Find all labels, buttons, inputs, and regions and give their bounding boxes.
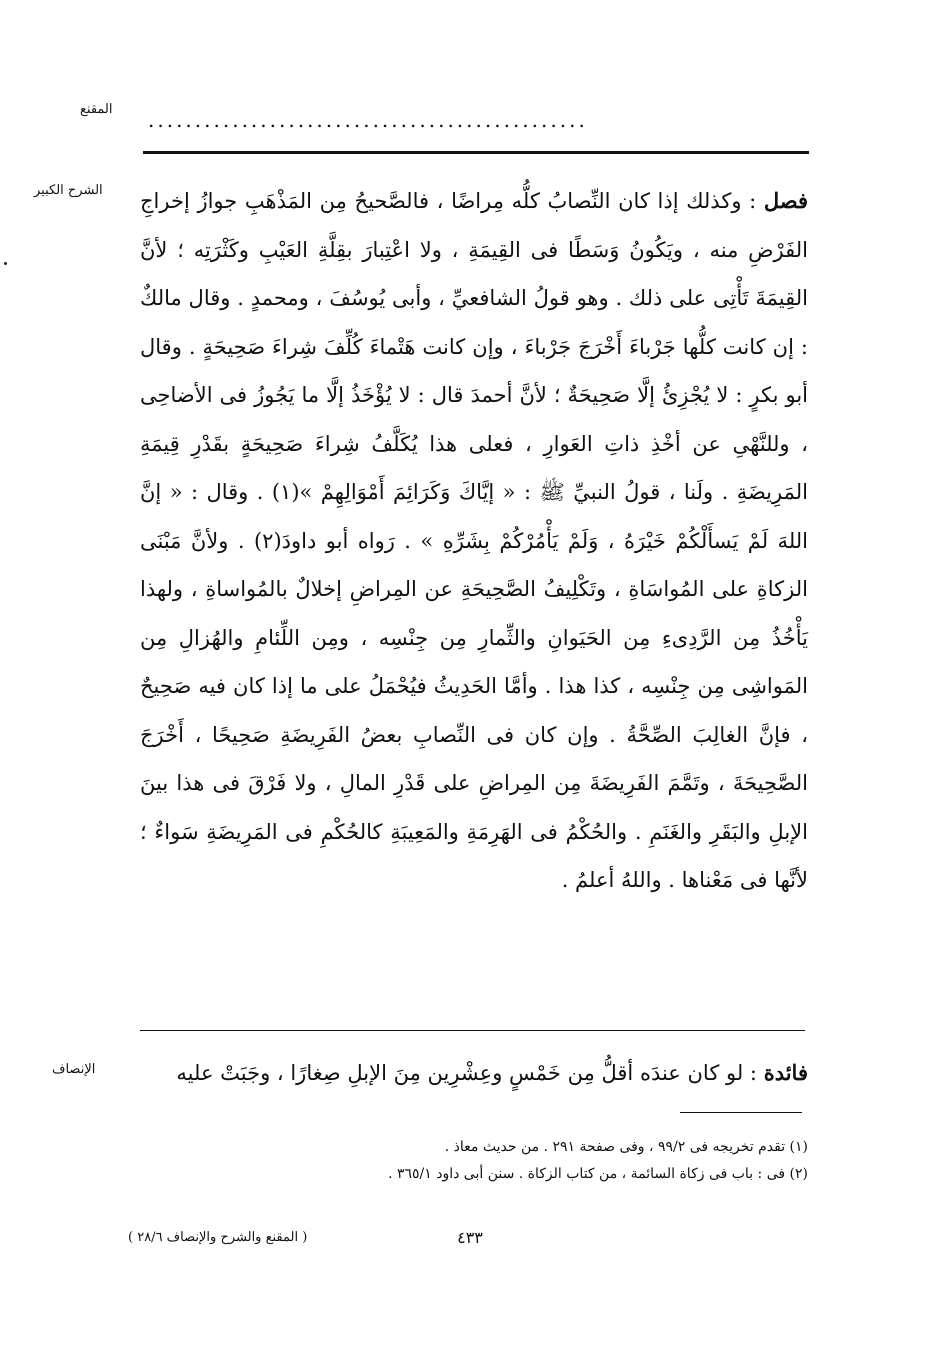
running-header-title: المقنع xyxy=(80,102,113,117)
scan-edge-mark xyxy=(4,262,7,265)
book-reference: ( المقنع والشرح والإنصاف ٢٨/٦ ) xyxy=(128,1230,308,1245)
header-dotted-rule: ............................................... xyxy=(148,110,588,130)
footnote-1: (١) تقدم تخريجه فى ٩٩/٢ ، وفى صفحة ٢٩١ . من حديث معاذ . xyxy=(444,1139,808,1155)
side-label-insaf: الإنصاف xyxy=(52,1062,96,1077)
section-divider xyxy=(140,1030,805,1031)
side-label-sharh: الشرح الكبير xyxy=(34,183,103,198)
main-paragraph xyxy=(140,177,808,905)
header-rule xyxy=(143,151,809,154)
footnote-divider xyxy=(680,1112,802,1113)
main-commentary xyxy=(140,177,808,905)
page-number: ٤٣٣ xyxy=(457,1228,483,1247)
insaf-text xyxy=(140,1055,808,1091)
footnote-2: (٢) فى : باب فى زكاة السائمة ، من كتاب الزكاة . سنن أبى داود ٣٦٥/١ . xyxy=(388,1166,808,1182)
insaf-lead: فائدة xyxy=(763,1060,808,1085)
insaf-body: : لو كان عندَه أقلُّ مِن خَمْسٍ وعِشْرِين مِنَ الإبلِ صِغارًا ، وجَبَتْ عليه xyxy=(176,1061,757,1085)
section-lead: فصل xyxy=(763,188,808,213)
section-body: : وكذلك إذا كان النِّصابُ كلُّه مِراضًا ، فالصَّحيحُ مِن المَذْهَبِ جوازُ إخراجِ الفَرْضِ منه ، ويَكُونُ وَسَطًا فى القِيمَةِ ، ولا اعْتِبارَ بقِلَّةِ العَيْبِ وكَثْرَتِه ؛ لأنَّ القِيمَةَ تَأْتِى على ذلك . وهو قولُ الشافعيِّ ، وأبى يُوسُفَ ، ومحمدٍ . وقال مالكٌ : إن كانت كلُّها جَرْباءَ أَخْرَجَ جَرْباءَ ، وإن كانت هَتْماءَ كُلِّفَ شِراءَ صَحِيحَةٍ . وقال أبو بكرٍ : لا يُجْزِئُ إلَّا صَحِيحَةٌ ؛ لأنَّ أحمدَ قال : لا يُؤْخَذُ إلَّا ما يَجُوزُ فى الأضاحِى ، وللنَّهْىِ عن أخْذِ ذاتِ العَوارِ ، فعلى هذا يُكَلَّفُ شِراءَ صَحِيحَةٍ بقَدْرِ قِيمَةِ المَرِيضَةِ . ولَنا ، قولُ النبيِّ ﷺ : « إيَّاكَ وَكَرَائِمَ أَمْوَالِهِمْ »(١) . وقال : « إنَّ اللهَ لَمْ يَسأَلْكُمْ خَيْرَهُ ، وَلَمْ يَأْمُرْكُمْ بِشَرِّهِ » . رَواه أبو داودَ(٢) . ولأنَّ مَبْنَى الزكاةِ على المُواسَاةِ ، وتَكْلِيفُ الصَّحِيحَةِ عن المِراضِ إخلالٌ بالمُواساةِ ، ولهذا يَأْخُذُ مِن الرَّدِىءِ مِن الحَيَوانِ والثِّمارِ مِن جِنْسِه ، ومِن اللِّئامِ والهُزالِ مِن المَواشِى مِن جِنْسِه ، كذا هذا . وأمَّا الحَدِيثُ فيُحْمَلُ على ما إذا كان فيه صَحِيحٌ ، فإنَّ الغالِبَ الصِّحَّةُ . وإن كان فى النِّصابِ بعضُ الفَرِيضَةِ صَحِيحًا ، أَخْرَجَ الصَّحِيحَةَ ، وتَمَّمَ الفَرِيضَةَ مِن المِراضِ على قَدْرِ المالِ ، ولا فَرْقَ فى هذا بينَ الإبلِ والبَقَرِ والغَنَمِ . والحُكْمُ فى الهَرِمَةِ والمَعِيبَةِ كالحُكْمِ فى المَرِيضَةِ سَواءٌ ؛ لأنَّها فى مَعْناها . واللهُ أعلمُ . xyxy=(140,189,808,892)
footnotes xyxy=(140,1134,808,1188)
